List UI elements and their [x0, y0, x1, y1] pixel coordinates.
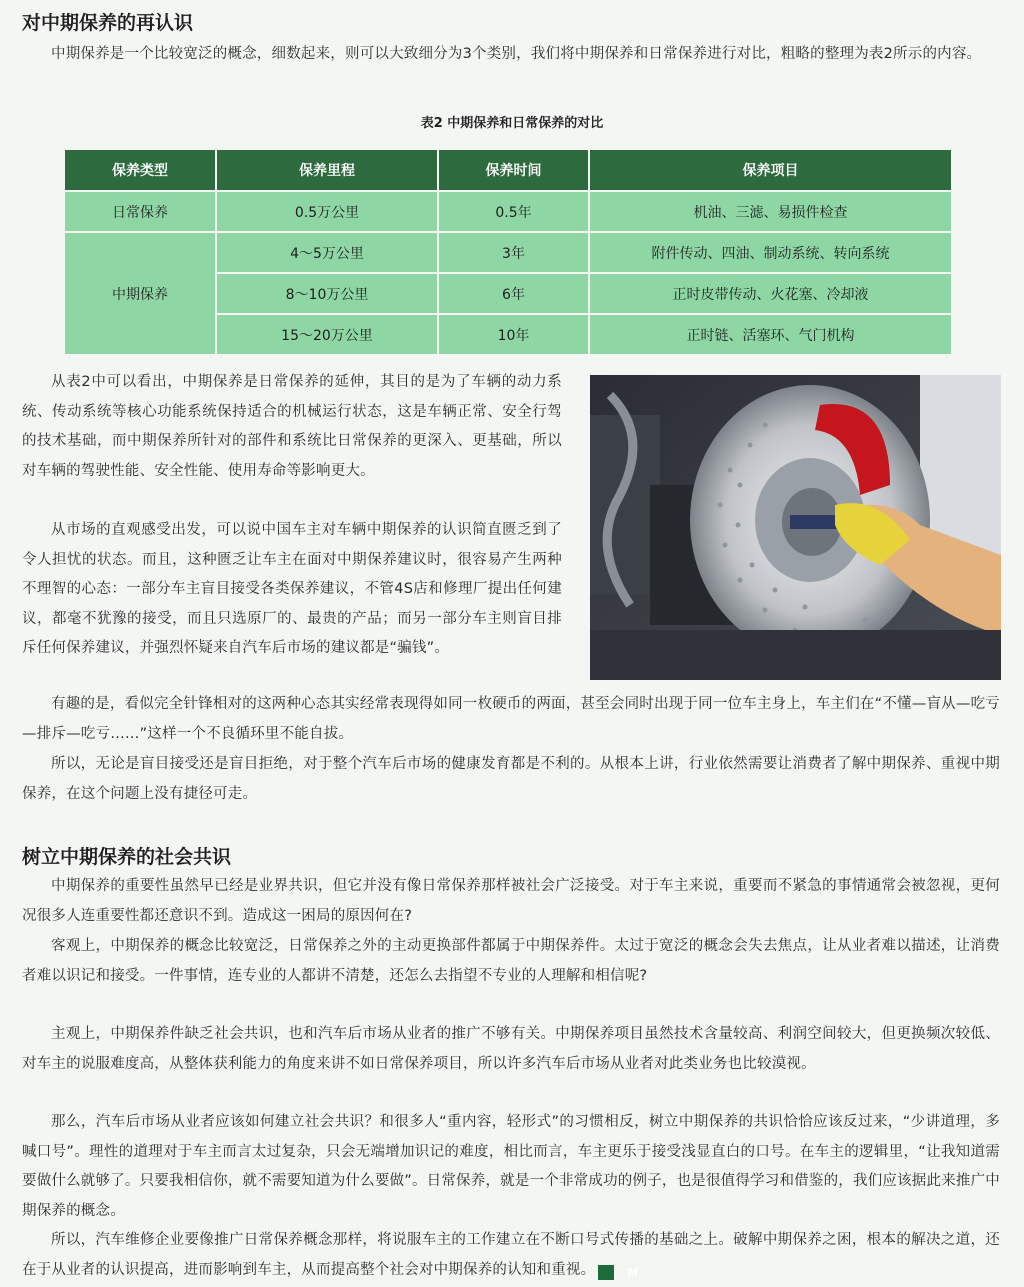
maintenance-comparison-table	[63, 148, 953, 356]
table-row	[64, 232, 952, 273]
paragraph-market-perception: 从市场的直观感受出发，可以说中国车主对车辆中期保养的认识简直匮乏到了令人担忧的状态。而且，这种匮乏让车主在面对中期保养建议时，很容易产生两种不理智的心态：一部分车主盲目接受各类保养建议，不管4S店和修理厂提出任何建议，都毫不犹豫的接受，而且只选原厂的、最贵的产品；而另一部分车主则盲目排斥任何保养建议，并强烈怀疑来自汽车后市场的建议都是“骗钱”。	[22, 522, 562, 656]
header-time: 保养时间	[438, 149, 589, 191]
cell-type-mid: 中期保养	[64, 232, 216, 355]
paragraph-table-analysis: 从表2中可以看出，中期保养是日常保养的延伸，其目的是为了车辆的动力系统、传动系统等核心功能系统保持适合的机械运行状态，这是车辆正常、安全行驾的技术基础，而中期保养所针对的部件和系统比日常保养的更深入、更基础，所以对车辆的驾驶性能、安全性能、使用寿命等影响更大。	[22, 374, 562, 479]
brake-disc-repair-photo	[590, 375, 1001, 680]
cell-mileage: 4～5万公里	[216, 232, 438, 273]
cell-time: 0.5年	[438, 191, 589, 232]
cell-items: 机油、三滤、易损件检查	[589, 191, 952, 232]
paragraph-coin-sides: 有趣的是，看似完全针锋相对的这两种心态其实经常表现得如同一枚硬币的两面，甚至会同时出现于同一位车主身上，车主们在“不懂—盲从—吃亏—排斥—吃亏……”这样一个不良循环里不能自拔。	[22, 696, 1000, 742]
paragraph-subjective: 主观上，中期保养件缺乏社会共识，也和汽车后市场从业者的推广不够有关。中期保养项目虽然技术含量较高、利润空间较大，但更换频次较低、对车主的说服难度高，从整体获利能力的角度来讲不如日常保养项目，所以许多汽车后市场从业者对此类业务也比较漠视。	[22, 1026, 1000, 1072]
cell-mileage: 8～10万公里	[216, 273, 438, 314]
cell-time: 10年	[438, 314, 589, 355]
table-caption: 表2 中期保养和日常保养的对比	[420, 116, 604, 131]
cell-items: 正时皮带传动、火花塞、冷却液	[589, 273, 952, 314]
header-type: 保养类型	[64, 149, 216, 191]
paragraph-objective: 客观上，中期保养的概念比较宽泛，日常保养之外的主动更换部件都属于中期保养件。太过于宽泛的概念会失去焦点，让从业者难以描述，让消费者难以识记和接受。一件事情，连专业的人都讲不清楚，还怎么去指望不专业的人理解和相信呢?	[22, 938, 1000, 984]
paragraph-slogans: 那么，汽车后市场从业者应该如何建立社会共识？和很多人“重内容，轻形式”的习惯相反，树立中期保养的共识恰恰应该反过来，“少讲道理，多喊口号”。理性的道理对于车主而言太过复杂，只会无端增加识记的难度，相比而言，车主更乐于接受浅显直白的口号。在车主的逻辑里，“让我知道需要做什么就够了。只要我相信你，就不需要知道为什么要做”。日常保养，就是一个非常成功的例子，也是很值得学习和借鉴的，我们应该据此来推广中期保养的概念。	[22, 1114, 1000, 1219]
cell-mileage: 15～20万公里	[216, 314, 438, 355]
intro-paragraph: 中期保养是一个比较宽泛的概念，细数起来，则可以大致细分为3个类别，我们将中期保养和日常保养进行对比，粗略的整理为表2所示的内容。	[51, 46, 982, 62]
section-title-social-consensus: 树立中期保养的社会共识	[22, 846, 232, 868]
cell-items: 附件传动、四油、制动系统、转向系统	[589, 232, 952, 273]
paragraph-conclusion	[22, 1226, 1000, 1285]
section-title-reunderstanding: 对中期保养的再认识	[22, 12, 194, 34]
cell-type-daily: 日常保养	[64, 191, 216, 232]
cell-time: 6年	[438, 273, 589, 314]
header-mileage: 保养里程	[216, 149, 438, 191]
magazine-logo-icon: M	[598, 1265, 614, 1280]
cell-mileage: 0.5万公里	[216, 191, 438, 232]
cell-items: 正时链、活塞环、气门机构	[589, 314, 952, 355]
paragraph-no-shortcut: 所以，无论是盲目接受还是盲目拒绝，对于整个汽车后市场的健康发育都是不利的。从根本上讲，行业依然需要让消费者了解中期保养、重视中期保养，在这个问题上没有捷径可走。	[22, 756, 1000, 802]
brake-disc-icon	[590, 375, 1001, 680]
header-items: 保养项目	[589, 149, 952, 191]
paragraph-importance: 中期保养的重要性虽然早已经是业界共识，但它并没有像日常保养那样被社会广泛接受。对于车主来说，重要而不紧急的事情通常会被忽视，更何况很多人连重要性都还意识不到。造成这一困局的原因何在?	[22, 878, 1000, 924]
table-header-row	[64, 149, 952, 191]
conclusion-text: 所以，汽车维修企业要像推广日常保养概念那样，将说服车主的工作建立在不断口号式传播的基础之上。破解中期保养之困，根本的解决之道，还在于从业者的认识提高，进而影响到车主，从而提高整个社会对中期保养的认知和重视。	[22, 1232, 1000, 1278]
table-row	[64, 191, 952, 232]
cell-time: 3年	[438, 232, 589, 273]
